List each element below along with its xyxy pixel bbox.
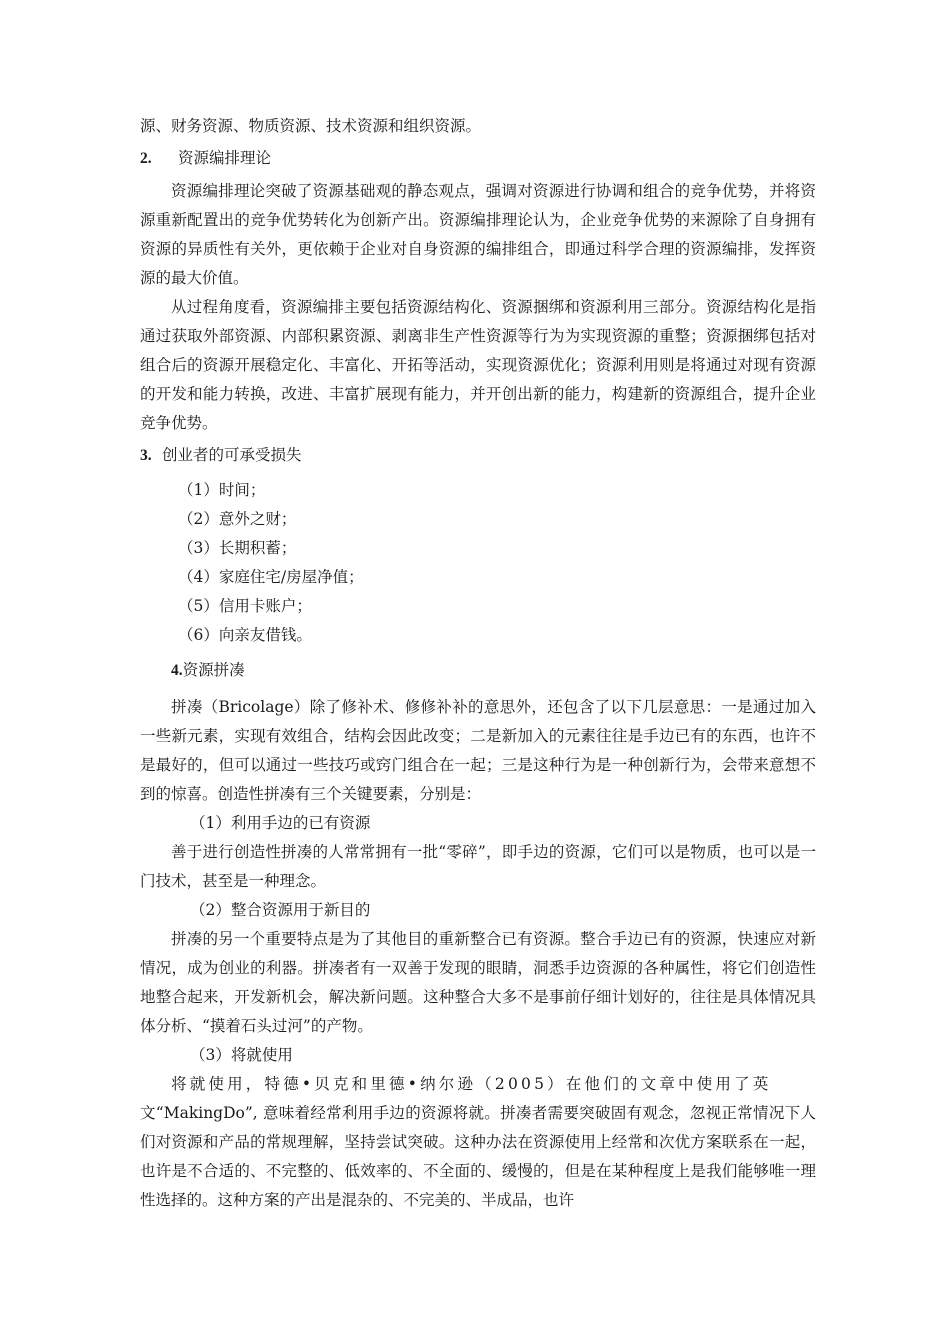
subsection-3-first-line: 将就使用，特德•贝克和里德•纳尔逊（2005）在他们的文章中使用了英	[171, 1075, 772, 1093]
list-item: （4）家庭住宅/房屋净值；	[178, 568, 364, 586]
subsection-1-text: 善于进行创造性拼凑的人常常拥有一批“零碎”，即手边的资源，它们可以是物质，也可以是一门技术，甚至是一种理念。	[140, 843, 816, 890]
section-3-number: 3.	[140, 447, 152, 464]
subsection-3-text: 文“MakingDo”, 意味着经常利用手边的资源将就。拼凑者需要突破固有观念，忽视正常情况下人们对资源和产品的常规理解，坚持尝试突破。这种办法在资源使用上经常和次优方案联系在一起，也许是不合适的、不完整的、低效率的、不全面的、缓慢的，但是在某种程度上是我们能够唯一理性选择的。这种方案的产出是混杂的、不完美的、半成品，也许	[140, 1104, 816, 1209]
list-item: （1）时间；	[178, 481, 266, 499]
section-3-heading	[140, 441, 816, 470]
list-item: （6）向亲友借钱。	[178, 626, 312, 644]
section-4-title: 资源拼凑	[182, 661, 245, 679]
list-item: （3）长期积蓄；	[178, 539, 297, 557]
document-page	[140, 112, 816, 1215]
section-2-title: 资源编排理论	[178, 149, 272, 167]
subsection-3-title: （3）将就使用	[190, 1046, 293, 1064]
loss-list	[140, 476, 816, 650]
section-2-number: 2.	[140, 150, 152, 167]
intro-line: 源、财务资源、物质资源、技术资源和组织资源。	[140, 117, 482, 135]
list-item: （5）信用卡账户；	[178, 597, 312, 615]
section-4-number: 4.	[171, 662, 183, 679]
subsection-2-text: 拼凑的另一个重要特点是为了其他目的重新整合已有资源。整合手边已有的资源，快速应对新情况，成为创业的利器。拼凑者有一双善于发现的眼睛，洞悉手边资源的各种属性，将它们创造性地整合起来，开发新机会，解决新问题。这种整合大多不是事前仔细计划好的，往往是具体情况具体分析、“摸着石头过河”的产物。	[140, 930, 816, 1035]
section-2-heading	[140, 144, 816, 173]
section-2-paragraph-2: 从过程角度看，资源编排主要包括资源结构化、资源捆绑和资源利用三部分。资源结构化是指通过获取外部资源、内部积累资源、剥离非生产性资源等行为为实现资源的重整；资源捆绑包括对组合后的资源开展稳定化、丰富化、开拓等活动，实现资源优化；资源利用则是将通过对现有资源的开发和能力转换，改进、丰富扩展现有能力，并开创出新的能力，构建新的资源组合，提升企业竞争优势。	[140, 298, 816, 432]
section-3-title: 创业者的可承受损失	[162, 446, 302, 464]
list-item: （2）意外之财；	[178, 510, 297, 528]
section-4-intro: 拼凑（Bricolage）除了修补术、修修补补的意思外，还包含了以下几层意思：一是通过加入一些新元素，实现有效组合，结构会因此改变；二是新加入的元素往往是手边已有的东西，也许不是最好的，但可以通过一些技巧或窍门组合在一起；三是这种行为是一种创新行为，会带来意想不到的惊喜。创造性拼凑有三个关键要素，分别是：	[140, 698, 816, 803]
subsection-1-title: （1）利用手边的已有资源	[190, 814, 371, 832]
section-2-paragraph-1: 资源编排理论突破了资源基础观的静态观点，强调对资源进行协调和组合的竞争优势，并将资源重新配置出的竞争优势转化为创新产出。资源编排理论认为，企业竞争优势的来源除了自身拥有资源的异质性有关外，更依赖于企业对自身资源的编排组合，即通过科学合理的资源编排，发挥资源的最大价值。	[140, 182, 816, 287]
section-4-heading	[140, 656, 816, 685]
subsection-2-title: （2）整合资源用于新目的	[190, 901, 371, 919]
